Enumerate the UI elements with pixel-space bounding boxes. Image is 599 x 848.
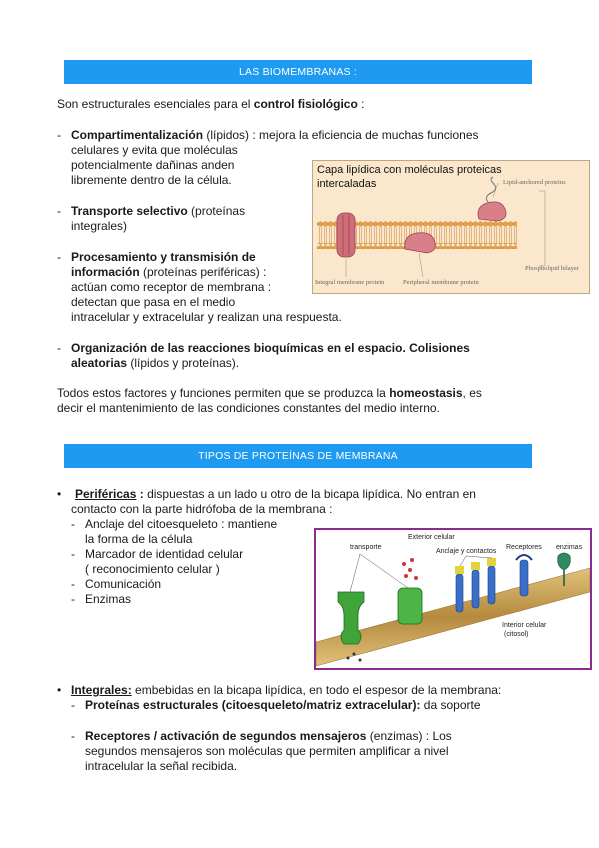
closing-text: Todos estos factores y funciones permiten que se produzca la [57,386,390,400]
list-dash: - [71,729,75,743]
perifericas-sub-anclaje-line2: la forma de la célula [85,532,193,546]
integrales-sub-receptores-line2: segundos mensajeros son moléculas que permiten amplificar a nivel [85,744,449,758]
intro-paragraph [57,97,364,112]
integrales-text: embebidas en la bicapa lipídica, en todo el espesor de la membrana: [131,683,502,697]
label-anclaje: Anclaje y contactos [436,548,497,555]
perifericas-line2: contacto con la parte hidrófoba de la membrana : [71,502,333,516]
perifericas-sub-anclaje: Anclaje del citoesqueleto : mantiene [85,517,278,531]
item-procesamiento-line1 [71,250,256,265]
intro-bold: control fisiológico [253,97,358,111]
transporter-protein-icon [338,592,364,644]
item-compartimentalizacion-line2: celulares y evita que moléculas [71,143,238,157]
label-receptores: Receptores [506,544,542,551]
label-phospholipid-bilayer: Phospholipid bilayer [525,265,579,272]
item-compartimentalizacion-title: Compartimentalización [71,128,204,142]
item-transporte-text: (proteínas [187,204,246,218]
integrales-sub-estructurales [85,698,481,713]
integrales-line1 [71,683,501,698]
integral-protein-icon [337,213,355,257]
perifericas-title: Periféricas [75,487,137,501]
label-peripheral-protein: Peripheral membrane protein [403,279,479,286]
perifericas-colon: : [136,487,144,501]
list-dash: - [57,250,61,264]
perifericas-sub-enzimas: Enzimas [85,592,132,606]
item-compartimentalizacion-line4: libremente dentro de la célula. [71,173,232,187]
list-dash: - [57,204,61,218]
perifericas-sub-comunicacion: Comunicación [85,577,162,591]
perifericas-sub-marcador-line2: ( reconocimiento celular ) [85,562,220,576]
item-organizacion-line1 [71,341,470,356]
closing-bold: homeostasis [389,386,463,400]
figure-membrane-proteins [314,528,592,670]
section-banner-biomembranas: LAS BIOMEMBRANAS : [64,60,532,84]
integrales-title: Integrales: [71,683,132,697]
closing-line2: decir el mantenimiento de las condiciones constantes del medio interno. [57,401,440,415]
item-procesamiento-line3: actúan como receptor de membrana : [71,280,272,294]
integrales-sub-receptores-line3: intracelular la señal recibida. [85,759,238,773]
integrales-sub1-title: Proteínas estructurales (citoesqueleto/matriz extracelular): [85,698,421,712]
label-transporte: transporte [350,544,382,551]
item-organizacion-text: (lípidos y proteínas). [127,356,240,370]
bullet: • [57,683,62,697]
perifericas-text: dispuestas a un lado u otro de la bicapa lipídica. No entran en [143,487,476,501]
item-procesamiento-line5: intracelular y extracelular y realizan una respuesta. [71,310,342,324]
molecules-icon [402,558,418,580]
list-dash: - [57,128,61,142]
item-organizacion-title: Organización de las reacciones bioquímicas en el espacio. Colisiones [71,341,470,355]
item-transporte-title: Transporte selectivo [71,204,188,218]
section-banner-tipos-proteinas: TIPOS DE PROTEÍNAS DE MEMBRANA [64,444,532,468]
bullet: • [57,487,62,501]
item-procesamiento-line4: detectan que pasa en el medio [71,295,236,309]
item-procesamiento-line2 [71,265,266,280]
lipid-anchored-protein-icon [478,177,506,221]
label-lipid-anchored: Lipid-anchored proteins [503,179,566,186]
item-procesamiento-title: Procesamiento y transmisión de [71,250,256,264]
integrales-sub-receptores [85,729,452,744]
label-enzimas: enzimas [556,544,583,551]
item-procesamiento-text: (proteínas periféricas) : [139,265,267,279]
label-citosol: (citosol) [504,631,529,638]
list-dash: - [71,517,75,531]
channel-protein-icon [398,588,422,624]
list-dash: - [57,341,61,355]
intro-text: Son estructurales esenciales para el [57,97,254,111]
list-dash: - [71,698,75,712]
figure-lipid-bilayer [312,160,590,294]
integrales-sub2-text: (enzimas) : Los [366,729,452,743]
list-dash: - [71,577,75,591]
item-compartimentalizacion [71,128,479,143]
integrales-sub2-title: Receptores / activación de segundos mensajeros [85,729,367,743]
label-integral-protein: Integral membrane protein [315,279,385,286]
item-organizacion-line2 [71,356,239,371]
label-interior-celular: Interior celular [502,622,547,629]
list-dash: - [71,547,75,561]
item-transporte-line2: integrales) [71,219,128,233]
perifericas-line1 [75,487,476,502]
item-organizacion-title2: aleatorias [71,356,128,370]
closing-end: , es [462,386,482,400]
label-exterior-celular: Exterior celular [408,534,455,541]
item-procesamiento-title2: información [71,265,140,279]
peripheral-protein-icon [405,233,436,253]
integrales-sub1-text: da soporte [420,698,481,712]
intro-end: : [357,97,365,111]
closing-line1 [57,386,482,401]
item-transporte [71,204,245,219]
list-dash: - [71,592,75,606]
figure1-caption: Capa lipídica con moléculas proteicas intercaladas [317,164,502,190]
item-compartimentalizacion-line3: potencialmente dañinas anden [71,158,235,172]
item-compartimentalizacion-text: (lípidos) : mejora la eficiencia de muchas funciones [203,128,479,142]
perifericas-sub-marcador: Marcador de identidad celular [85,547,244,561]
